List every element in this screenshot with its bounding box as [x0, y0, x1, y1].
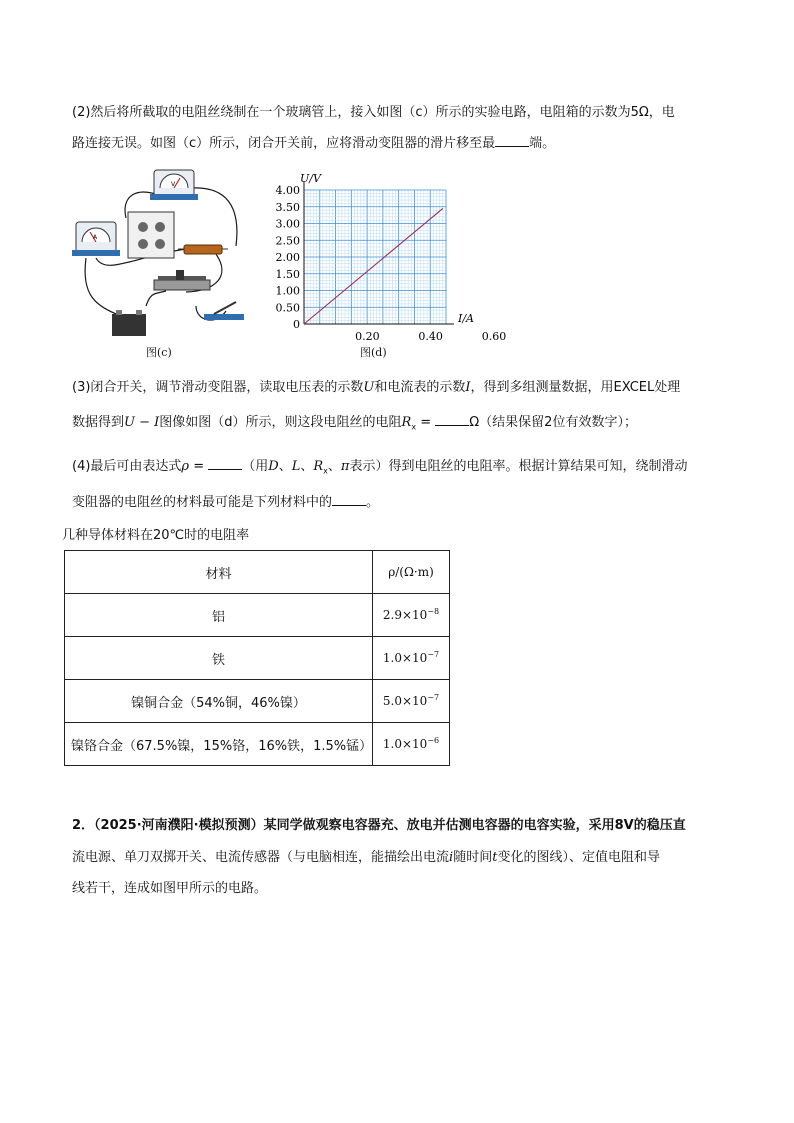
text: (3)闭合开关，调节滑动变阻器，读取电压表的示数: [72, 380, 364, 395]
var-r: R: [401, 415, 412, 430]
resistivity-cell: [373, 680, 450, 723]
table-title: 几种导体材料在20℃时的电阻率: [62, 528, 250, 543]
answer-blank[interactable]: [208, 455, 242, 470]
text: 表示）得到电阻丝的电阻率。根据计算结果可知，绕制滑动: [349, 459, 688, 474]
text: 变阻器的电阻丝的材料最可能是下列材料中的: [72, 495, 333, 510]
text: 、: [327, 459, 341, 474]
resistance-box-icon: [128, 212, 174, 258]
figure-c-caption: 图(c): [146, 346, 172, 359]
y-tick-label: 2.50: [275, 234, 300, 248]
var-u-i: U − I: [124, 415, 160, 430]
q2-line1: [72, 810, 722, 841]
battery-icon: [112, 310, 146, 336]
text: ，得到多组测量数据，用EXCEL处理: [470, 380, 681, 395]
svg-text:V: V: [171, 181, 176, 188]
resistivity-table: [64, 550, 450, 766]
q2-line2: [72, 842, 722, 873]
material-cell: 铁: [65, 637, 373, 680]
y-tick-label: 0: [293, 318, 300, 331]
exponent: −8: [427, 607, 440, 616]
text: （用: [242, 459, 269, 474]
var-r: R: [313, 459, 324, 474]
text: 数据得到: [72, 415, 125, 430]
switch-icon: [204, 302, 244, 320]
value: 2.9×10: [382, 608, 428, 622]
q1-part2-line2: [72, 128, 722, 159]
var-i: i: [449, 850, 454, 865]
y-axis-label: U/V: [300, 172, 321, 185]
y-tick-label: 3.00: [275, 217, 300, 231]
voltmeter-icon: [150, 170, 198, 200]
text: =: [416, 415, 436, 430]
q1-part3-line2: [72, 407, 722, 438]
resistivity-cell: [373, 594, 450, 637]
material-cell: 镍铜合金（54%铜，46%镍）: [65, 680, 373, 723]
text: 路连接无误。如图（c）所示，闭合开关前，应将滑动变阻器的滑片移至最: [72, 136, 496, 151]
text: 流电源、单刀双掷开关、电流传感器（与电脑相连，能描绘出电流: [72, 850, 450, 865]
var-t: t: [492, 850, 498, 865]
subscript: x: [323, 466, 328, 476]
text: (4)最后可由表达式: [72, 459, 182, 474]
x-axis-label: I/A: [458, 312, 474, 325]
y-tick-label: 1.00: [275, 284, 300, 298]
q1-part2-line1: [72, 97, 722, 128]
text: 和电流表的示数: [374, 380, 466, 395]
text: 变化的图线）、定值电阻和导: [497, 850, 660, 865]
y-tick-label: 3.50: [275, 200, 300, 214]
svg-text:A: A: [93, 234, 98, 241]
text: (2)然后将所截取的电阻丝绕制在一个玻璃管上，接入如图（c）所示的实验电路，电阻箱的示数为5Ω，电: [72, 105, 675, 120]
x-tick-label: 0.20: [355, 330, 380, 343]
answer-blank[interactable]: [495, 132, 529, 147]
exponent: −6: [427, 736, 440, 745]
circuit-figure: [66, 166, 256, 342]
text: 随时间: [453, 850, 493, 865]
answer-blank[interactable]: [332, 491, 366, 506]
value: 1.0×10: [382, 651, 428, 665]
text: 、: [300, 459, 314, 474]
ui-chart: [262, 168, 507, 346]
value: 5.0×10: [382, 694, 428, 708]
y-tick-label: 4.00: [275, 184, 300, 197]
var-i: I: [465, 380, 471, 395]
text: =: [189, 459, 209, 474]
table-row: [65, 723, 450, 766]
text: 2．（2025·河南濮阳·模拟预测）某同学做观察电容器充、放电并估测电容器的电容实验，采用8V的稳压直: [72, 818, 686, 833]
header-material: 材料: [65, 551, 373, 594]
var-rho: ρ: [181, 459, 190, 474]
q1-part3-line1: [72, 372, 722, 403]
coil-icon: [178, 245, 228, 254]
material-cell: 铝: [65, 594, 373, 637]
y-tick-label: 2.00: [275, 251, 300, 264]
figure-d-caption: 图(d): [360, 346, 387, 359]
table-header-row: [65, 551, 450, 594]
material-cell: 镍铬合金（67.5%镍，15%铬，16%铁，1.5%锰）: [65, 723, 373, 766]
x-tick-label: 0.60: [481, 330, 507, 343]
exponent: −7: [427, 693, 440, 702]
text: 、: [278, 459, 292, 474]
exponent: −7: [427, 650, 440, 659]
text: 图像如图（d）所示，则这段电阻丝的电阻: [159, 415, 402, 430]
q1-part4-line1: [72, 451, 722, 482]
var-pi: π: [340, 459, 350, 474]
ammeter-icon: [72, 222, 120, 256]
text: 线若干，连成如图甲所示的电路。: [72, 881, 268, 896]
text: Ω（结果保留2位有效数字）；: [469, 415, 637, 430]
table-row: [65, 594, 450, 637]
value: 1.0×10: [382, 737, 428, 751]
answer-blank[interactable]: [435, 411, 469, 426]
text: 端。: [529, 136, 556, 151]
text: 。: [366, 495, 380, 510]
q2-line3: [72, 873, 722, 904]
y-tick-label: 0.50: [275, 301, 300, 315]
subscript: x: [411, 422, 417, 432]
y-tick-label: 1.50: [275, 267, 300, 281]
resistivity-cell: [373, 723, 450, 766]
var-l: L: [291, 459, 301, 474]
x-tick-label: 0.40: [418, 330, 443, 343]
q1-part4-line2: [72, 487, 722, 518]
table-row: [65, 637, 450, 680]
header-resistivity: ρ/(Ω·m): [373, 551, 450, 594]
var-d: D: [268, 459, 279, 474]
var-u: U: [363, 380, 375, 395]
resistivity-cell: [373, 637, 450, 680]
rheostat-icon: [154, 270, 210, 290]
table-row: [65, 680, 450, 723]
